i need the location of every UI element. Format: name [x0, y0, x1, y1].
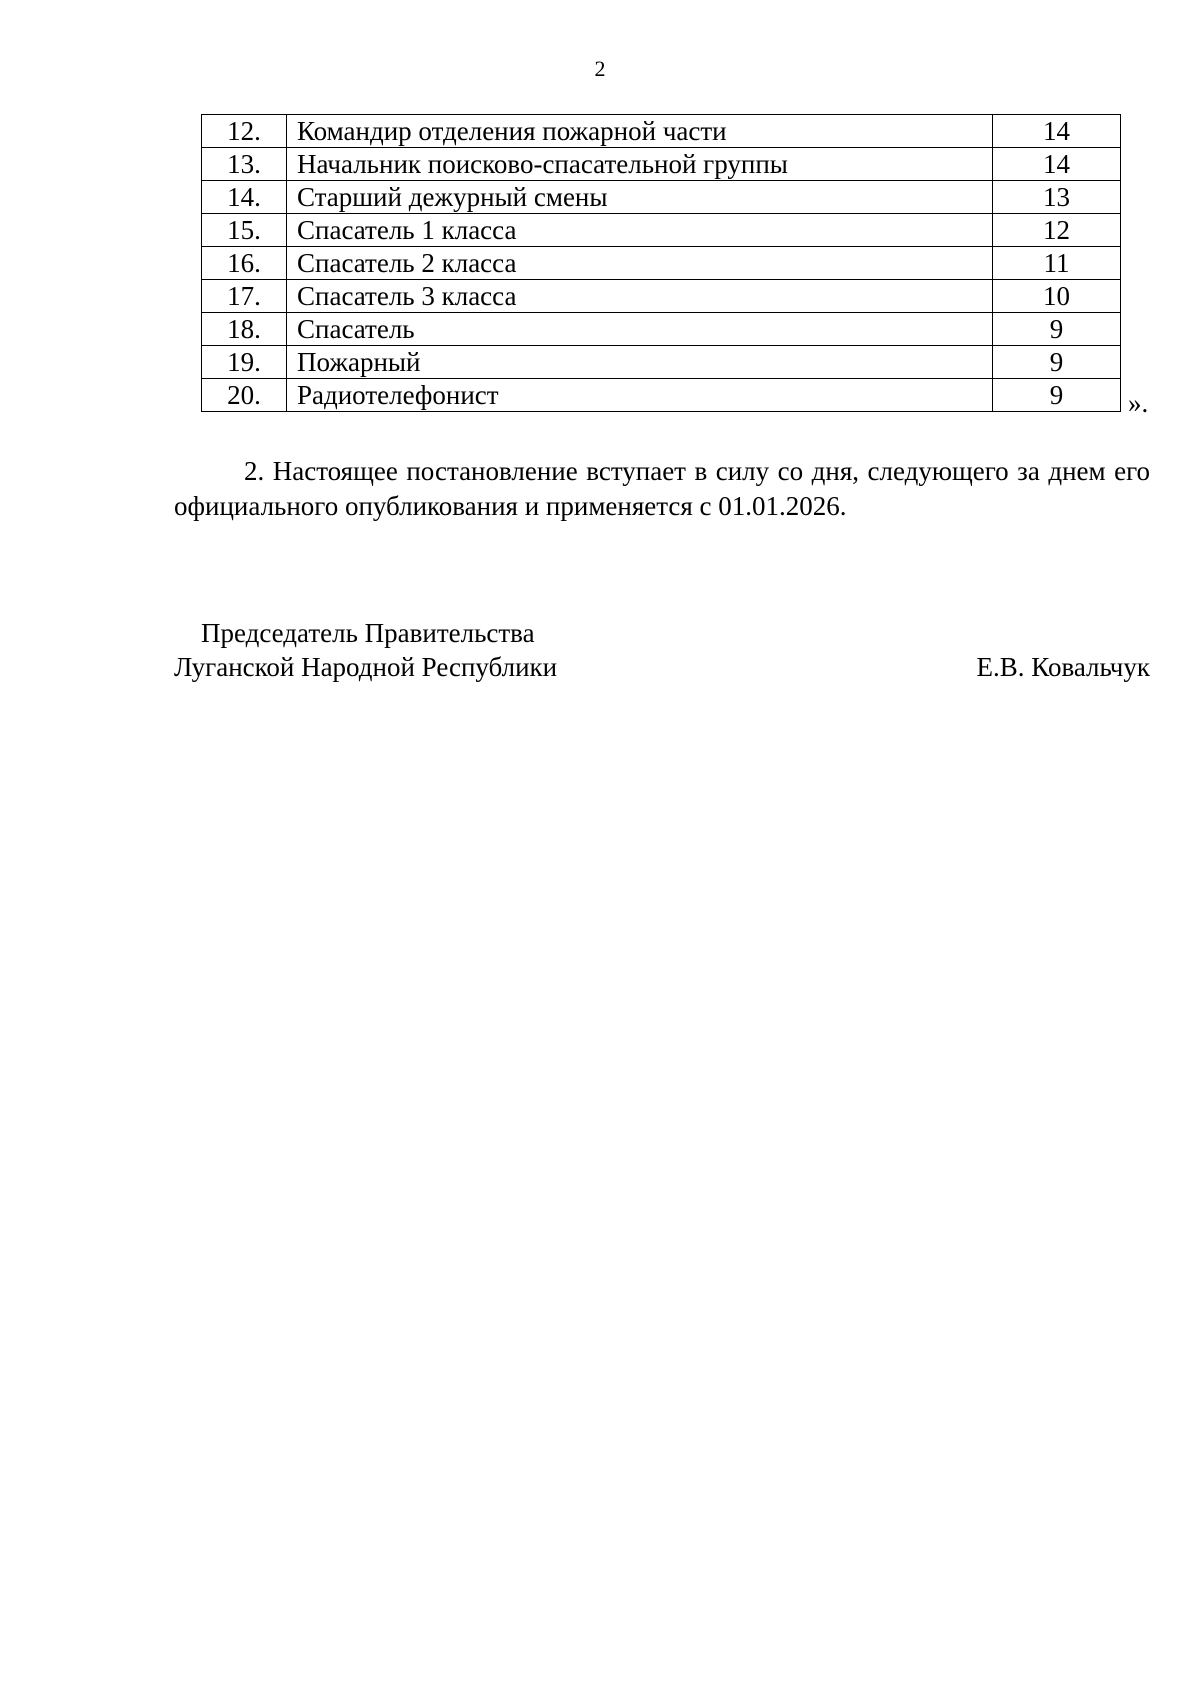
row-number: 20.: [202, 379, 287, 412]
grade-table: [201, 114, 1121, 412]
row-number: 12.: [202, 115, 287, 148]
position-name: Спасатель 1 класса: [287, 214, 993, 247]
closing-quote: ».: [1128, 388, 1149, 418]
table-row: [202, 247, 1121, 280]
row-number: 13.: [202, 148, 287, 181]
page-number: 2: [594, 56, 606, 81]
grade-value: 10: [993, 280, 1121, 313]
grade-value: 9: [993, 346, 1121, 379]
table-row: [202, 115, 1121, 148]
position-name: Пожарный: [287, 346, 993, 379]
grade-value: 14: [993, 148, 1121, 181]
grade-value: 11: [993, 247, 1121, 280]
position-name: Начальник поисково-спасательной группы: [287, 148, 993, 181]
row-number: 14.: [202, 181, 287, 214]
table-row: [202, 214, 1121, 247]
position-name: Старший дежурный смены: [287, 181, 993, 214]
position-name: Радиотелефонист: [287, 379, 993, 412]
position-name: Спасатель: [287, 313, 993, 346]
table-row: [202, 379, 1121, 412]
signatory-name: Е.В. Ковальчук: [976, 652, 1150, 682]
grade-value: 9: [993, 379, 1121, 412]
position-name: Спасатель 2 класса: [287, 247, 993, 280]
grade-value: 9: [993, 313, 1121, 346]
signatory-title-line1: Председатель Правительства: [201, 618, 535, 648]
grade-value: 14: [993, 115, 1121, 148]
row-number: 18.: [202, 313, 287, 346]
table-row: [202, 313, 1121, 346]
signatory-title-line2: Луганской Народной Республики: [174, 652, 558, 682]
row-number: 16.: [202, 247, 287, 280]
table-row: [202, 148, 1121, 181]
signatory-title: [174, 616, 557, 684]
grade-value: 12: [993, 214, 1121, 247]
row-number: 15.: [202, 214, 287, 247]
effective-date-paragraph: 2. Настоящее постановление вступает в силу со дня, следующего за днем его официального опубликования и применяется с 01.01.2026.: [174, 456, 1150, 521]
position-name: Спасатель 3 класса: [287, 280, 993, 313]
table-row: [202, 181, 1121, 214]
row-number: 17.: [202, 280, 287, 313]
position-name: Командир отделения пожарной части: [287, 115, 993, 148]
grade-value: 13: [993, 181, 1121, 214]
row-number: 19.: [202, 346, 287, 379]
table-row: [202, 280, 1121, 313]
table-row: [202, 346, 1121, 379]
